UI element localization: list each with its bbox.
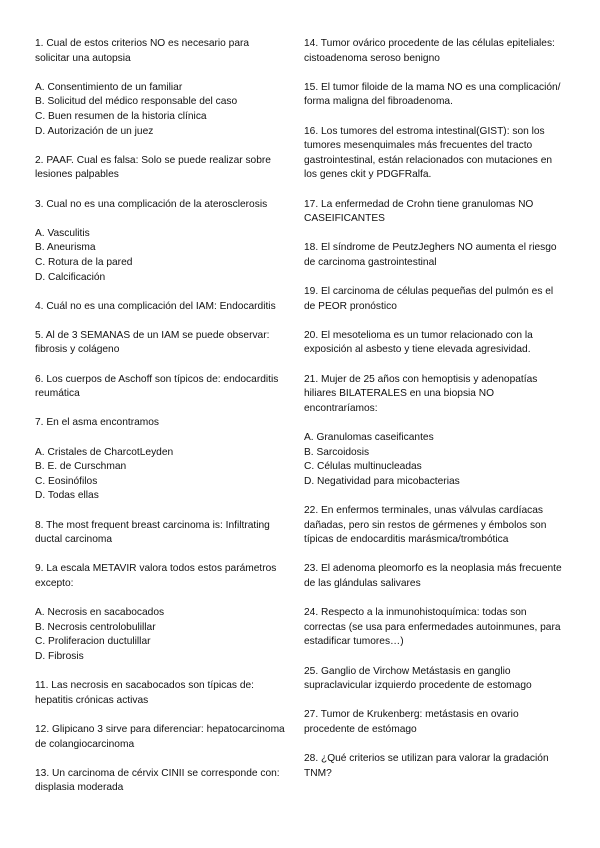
question-19 [304,285,566,314]
question-9-options [35,606,285,664]
question-1-options [35,81,285,139]
question-13 [35,767,285,796]
question-27 [304,708,566,737]
question-24 [304,606,566,650]
question-text: 11. Las necrosis en sacabocados son típicas de: hepatitis crónicas activas [35,680,254,706]
question-text: 14. Tumor ovárico procedente de las células epiteliales: cistoadenoma seroso benigno [304,38,555,64]
option: C. Células multinucleadas [304,461,422,473]
question-text: 4. Cuál no es una complicación del IAM: Endocarditis [35,300,276,312]
option: B. Aneurisma [35,242,96,254]
question-text: 17. La enfermedad de Crohn tiene granulomas NO CASEIFICANTES [304,198,534,225]
question-4 [35,300,285,315]
question-8 [35,519,285,548]
question-text: 25. Ganglio de Virchow Metástasis en ganglio supraclavicular izquierdo procedente de estomago [304,665,532,692]
question-3-options [35,227,285,285]
question-text: 18. El síndrome de PeutzJeghers NO aumenta el riesgo de carcinoma gastrointestinal [304,242,557,268]
right-column [304,37,566,796]
option: D. Negatividad para micobacterias [304,475,460,487]
question-text: 27. Tumor de Krukenberg: metástasis en ovario procedente de estómago [304,709,519,735]
question-23 [304,562,566,591]
question-2 [35,154,285,183]
question-text: 12. Glipicano 3 sirve para diferenciar: hepatocarcinoma de colangiocarcinoma [35,723,285,750]
question-text: 6. Los cuerpos de Aschoff son típicos de: endocarditis reumática [35,373,279,400]
question-text: 19. El carcinoma de células pequeñas del pulmón es el de PEOR pronóstico [304,286,554,312]
question-7 [35,416,285,431]
option: B. Necrosis centrolobulillar [35,621,156,633]
question-7-options [35,446,285,504]
option: B. Sarcoidosis [304,446,370,458]
question-22 [304,504,566,548]
option: C. Eosinófilos [35,475,98,487]
question-text: 2. PAAF. Cual es falsa: Solo se puede realizar sobre lesiones palpables [35,154,271,181]
question-20 [304,329,566,358]
left-column [35,37,285,810]
question-28 [304,752,566,781]
question-text: 8. The most frequent breast carcinoma is: Infiltrating ductal carcinoma [35,519,270,546]
option: A. Granulomas caseificantes [304,432,434,444]
question-text: 23. El adenoma pleomorfo es la neoplasia más frecuente de las glándulas salivares [304,563,562,589]
option: D. Fibrosis [35,650,84,662]
question-text: 3. Cual no es una complicación de la aterosclerosis [35,198,268,210]
question-11 [35,679,285,708]
question-6 [35,373,285,402]
option: B. E. de Curschman [35,461,127,473]
question-15 [304,81,566,110]
option: A. Consentimiento de un familiar [35,81,183,93]
question-text: 5. Al de 3 SEMANAS de un IAM se puede observar: fibrosis y colágeno [35,329,270,356]
option: C. Rotura de la pared [35,256,133,268]
question-text: 21. Mujer de 25 años con hemoptisis y adenopatías hiliares BILATERALES en una biopsia NO encontraríamos: [304,373,538,414]
option: A. Cristales de CharcotLeyden [35,446,174,458]
question-18 [304,241,566,270]
option: C. Proliferacion ductulillar [35,636,151,648]
question-text: 1. Cual de estos criterios NO es necesario para solicitar una autopsia [35,38,250,64]
option: D. Autorización de un juez [35,125,154,137]
option: C. Buen resumen de la historia clínica [35,110,207,122]
option: A. Necrosis en sacabocados [35,607,165,619]
question-text: 16. Los tumores del estroma intestinal(GIST): son los tumores mesenquimales más frecuentes del tracto gastrointestinal, están relacionados con mutaciones en los genes ckit y PDGFRalfa. [304,125,553,181]
option: D. Calcificación [35,271,106,283]
question-3 [35,198,285,213]
question-text: 13. Un carcinoma de cérvix CINII se corresponde con: displasia moderada [35,767,280,794]
question-5 [35,329,285,358]
question-25 [304,665,566,694]
question-21 [304,373,566,417]
question-12 [35,723,285,752]
question-16 [304,125,566,183]
question-text: 20. El mesotelioma es un tumor relacionado con la exposición al asbesto y tiene elevada agresividad. [304,329,533,356]
question-1 [35,37,285,66]
question-17 [304,198,566,227]
option: B. Solicitud del médico responsable del caso [35,96,238,108]
question-text: 9. La escala METAVIR valora todos estos parámetros excepto: [35,563,277,589]
question-text: 7. En el asma encontramos [35,417,160,429]
question-text: 28. ¿Qué criterios se utilizan para valorar la gradación TNM? [304,753,549,779]
question-21-options [304,431,566,489]
question-text: 24. Respecto a la inmunohistoquímica: todas son correctas (se usa para enfermedades autoinmunes, para estadificar tumores…) [304,607,561,648]
question-9 [35,562,285,591]
question-text: 15. El tumor filoide de la mama NO es una complicación/ forma maligna del fibroadenoma. [304,81,561,108]
option: A. Vasculitis [35,227,90,239]
question-14 [304,37,566,66]
question-text: 22. En enfermos terminales, unas válvulas cardíacas dañadas, pero sin restos de gérmenes y émbolos son típicas de endocarditis marásmica/trombótica [304,505,547,546]
option: D. Todas ellas [35,490,99,502]
